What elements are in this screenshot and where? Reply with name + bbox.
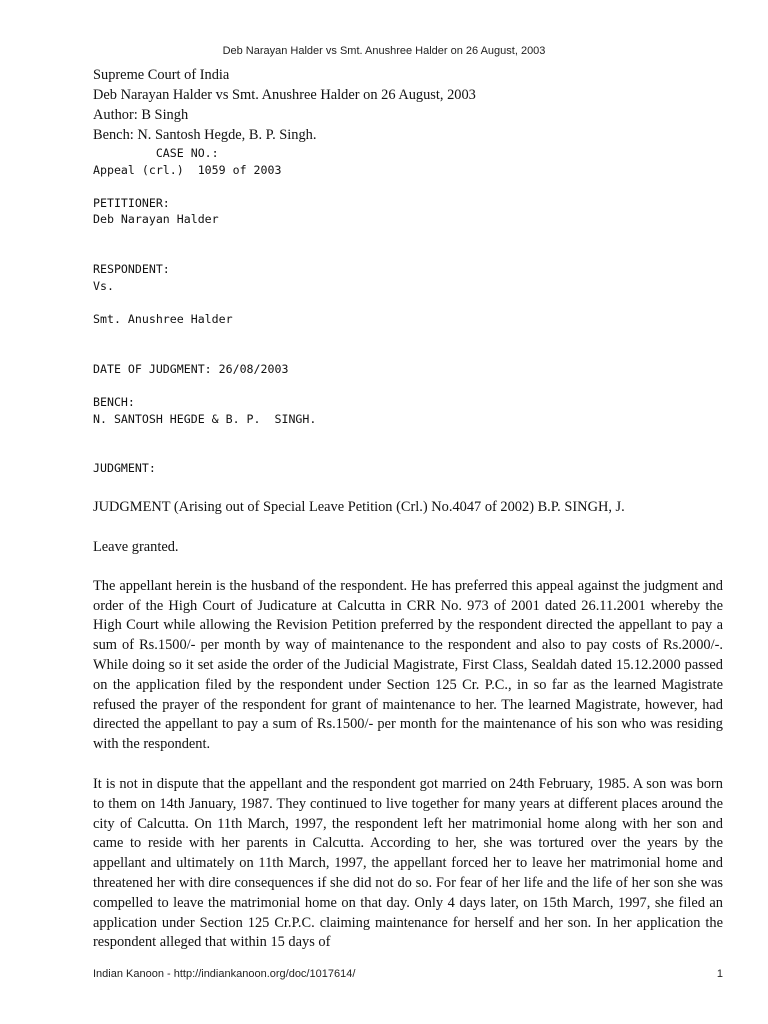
judgment-label: JUDGMENT: xyxy=(93,461,156,476)
paragraph-1: The appellant herein is the husband of the respondent. He has preferred this appeal against the judgment and order of the High Court of Judicature at Calcutta in CRR No. 973 of 2001 dated 26.11.2001 whereby the High Court while allowing the Revision Petition preferred by the respondent directed the appellant to pay a sum of Rs.1500/- per month by way of maintenance to the respondent and also to pay costs of Rs.2000/-. While doing so it set aside the order of the Judicial Magistrate, First Class, Sealdah dated 15.12.2000 passed on the application filed by the respondent under Section 125 Cr. P.C., in so far as the learned Magistrate refused the prayer of the respondent for grant of maintenance to her. The learned Magistrate, however, had directed the appellant to pay a sum of Rs.1500/- per month for the maintenance of his son who was residing with the respondent. xyxy=(93,577,723,753)
court-name: Supreme Court of India xyxy=(93,67,230,83)
versus-label: Vs. xyxy=(93,278,114,293)
bench-names: N. SANTOSH HEGDE & B. P. SINGH. xyxy=(93,411,317,426)
date-of-judgment: DATE OF JUDGMENT: 26/08/2003 xyxy=(93,361,289,376)
case-no-label: CASE NO.: xyxy=(93,146,219,160)
document-meta xyxy=(93,65,723,145)
author-line: Author: B Singh xyxy=(93,107,189,123)
running-header: Deb Narayan Halder vs Smt. Anushree Halder on 26 August, 2003 xyxy=(222,45,546,57)
judgment-heading: JUDGMENT (Arising out of Special Leave Petition (Crl.) No.4047 of 2002) B.P. SINGH, J. xyxy=(93,498,625,515)
petitioner-name: Deb Narayan Halder xyxy=(93,212,219,227)
respondent-name: Smt. Anushree Halder xyxy=(93,311,233,326)
case-no-value: Appeal (crl.) 1059 of 2003 xyxy=(93,162,282,177)
page-footer xyxy=(93,968,723,980)
paragraph-2: It is not in dispute that the appellant and the respondent got married on 24th February, 1985. A son was born to them on 14th January, 1987. They continued to live together for many years at different places around the city of Calcutta. On 11th March, 1997, the respondent left her matrimonial home along with her son and came to reside with her parents in Calcutta. According to her, she was tortured over the years by the appellant and ultimately on 11th March, 1997, the appellant forced her to leave her matrimonial home and threatened her with dire consequences if she did not do so. For fear of her life and the life of her son she was compelled to leave the matrimonial home on that day. Only 4 days later, on 15th March, 1997, she filed an application under Section 125 Cr.P.C. claiming maintenance for herself and her son. In her application the respondent alleged that within 15 days of xyxy=(93,776,723,951)
respondent-label: RESPONDENT: xyxy=(93,262,170,277)
bench-line: Bench: N. Santosh Hegde, B. P. Singh. xyxy=(93,127,317,143)
petitioner-label: PETITIONER: xyxy=(93,195,170,210)
leave-granted: Leave granted. xyxy=(93,538,179,555)
bench-label: BENCH: xyxy=(93,394,135,409)
case-details xyxy=(93,145,723,477)
document-body xyxy=(93,65,723,953)
case-title: Deb Narayan Halder vs Smt. Anushree Halder on 26 August, 2003 xyxy=(93,87,476,103)
footer-source: Indian Kanoon - http://indiankanoon.org/doc/1017614/ xyxy=(93,968,356,980)
page-number: 1 xyxy=(716,968,723,980)
